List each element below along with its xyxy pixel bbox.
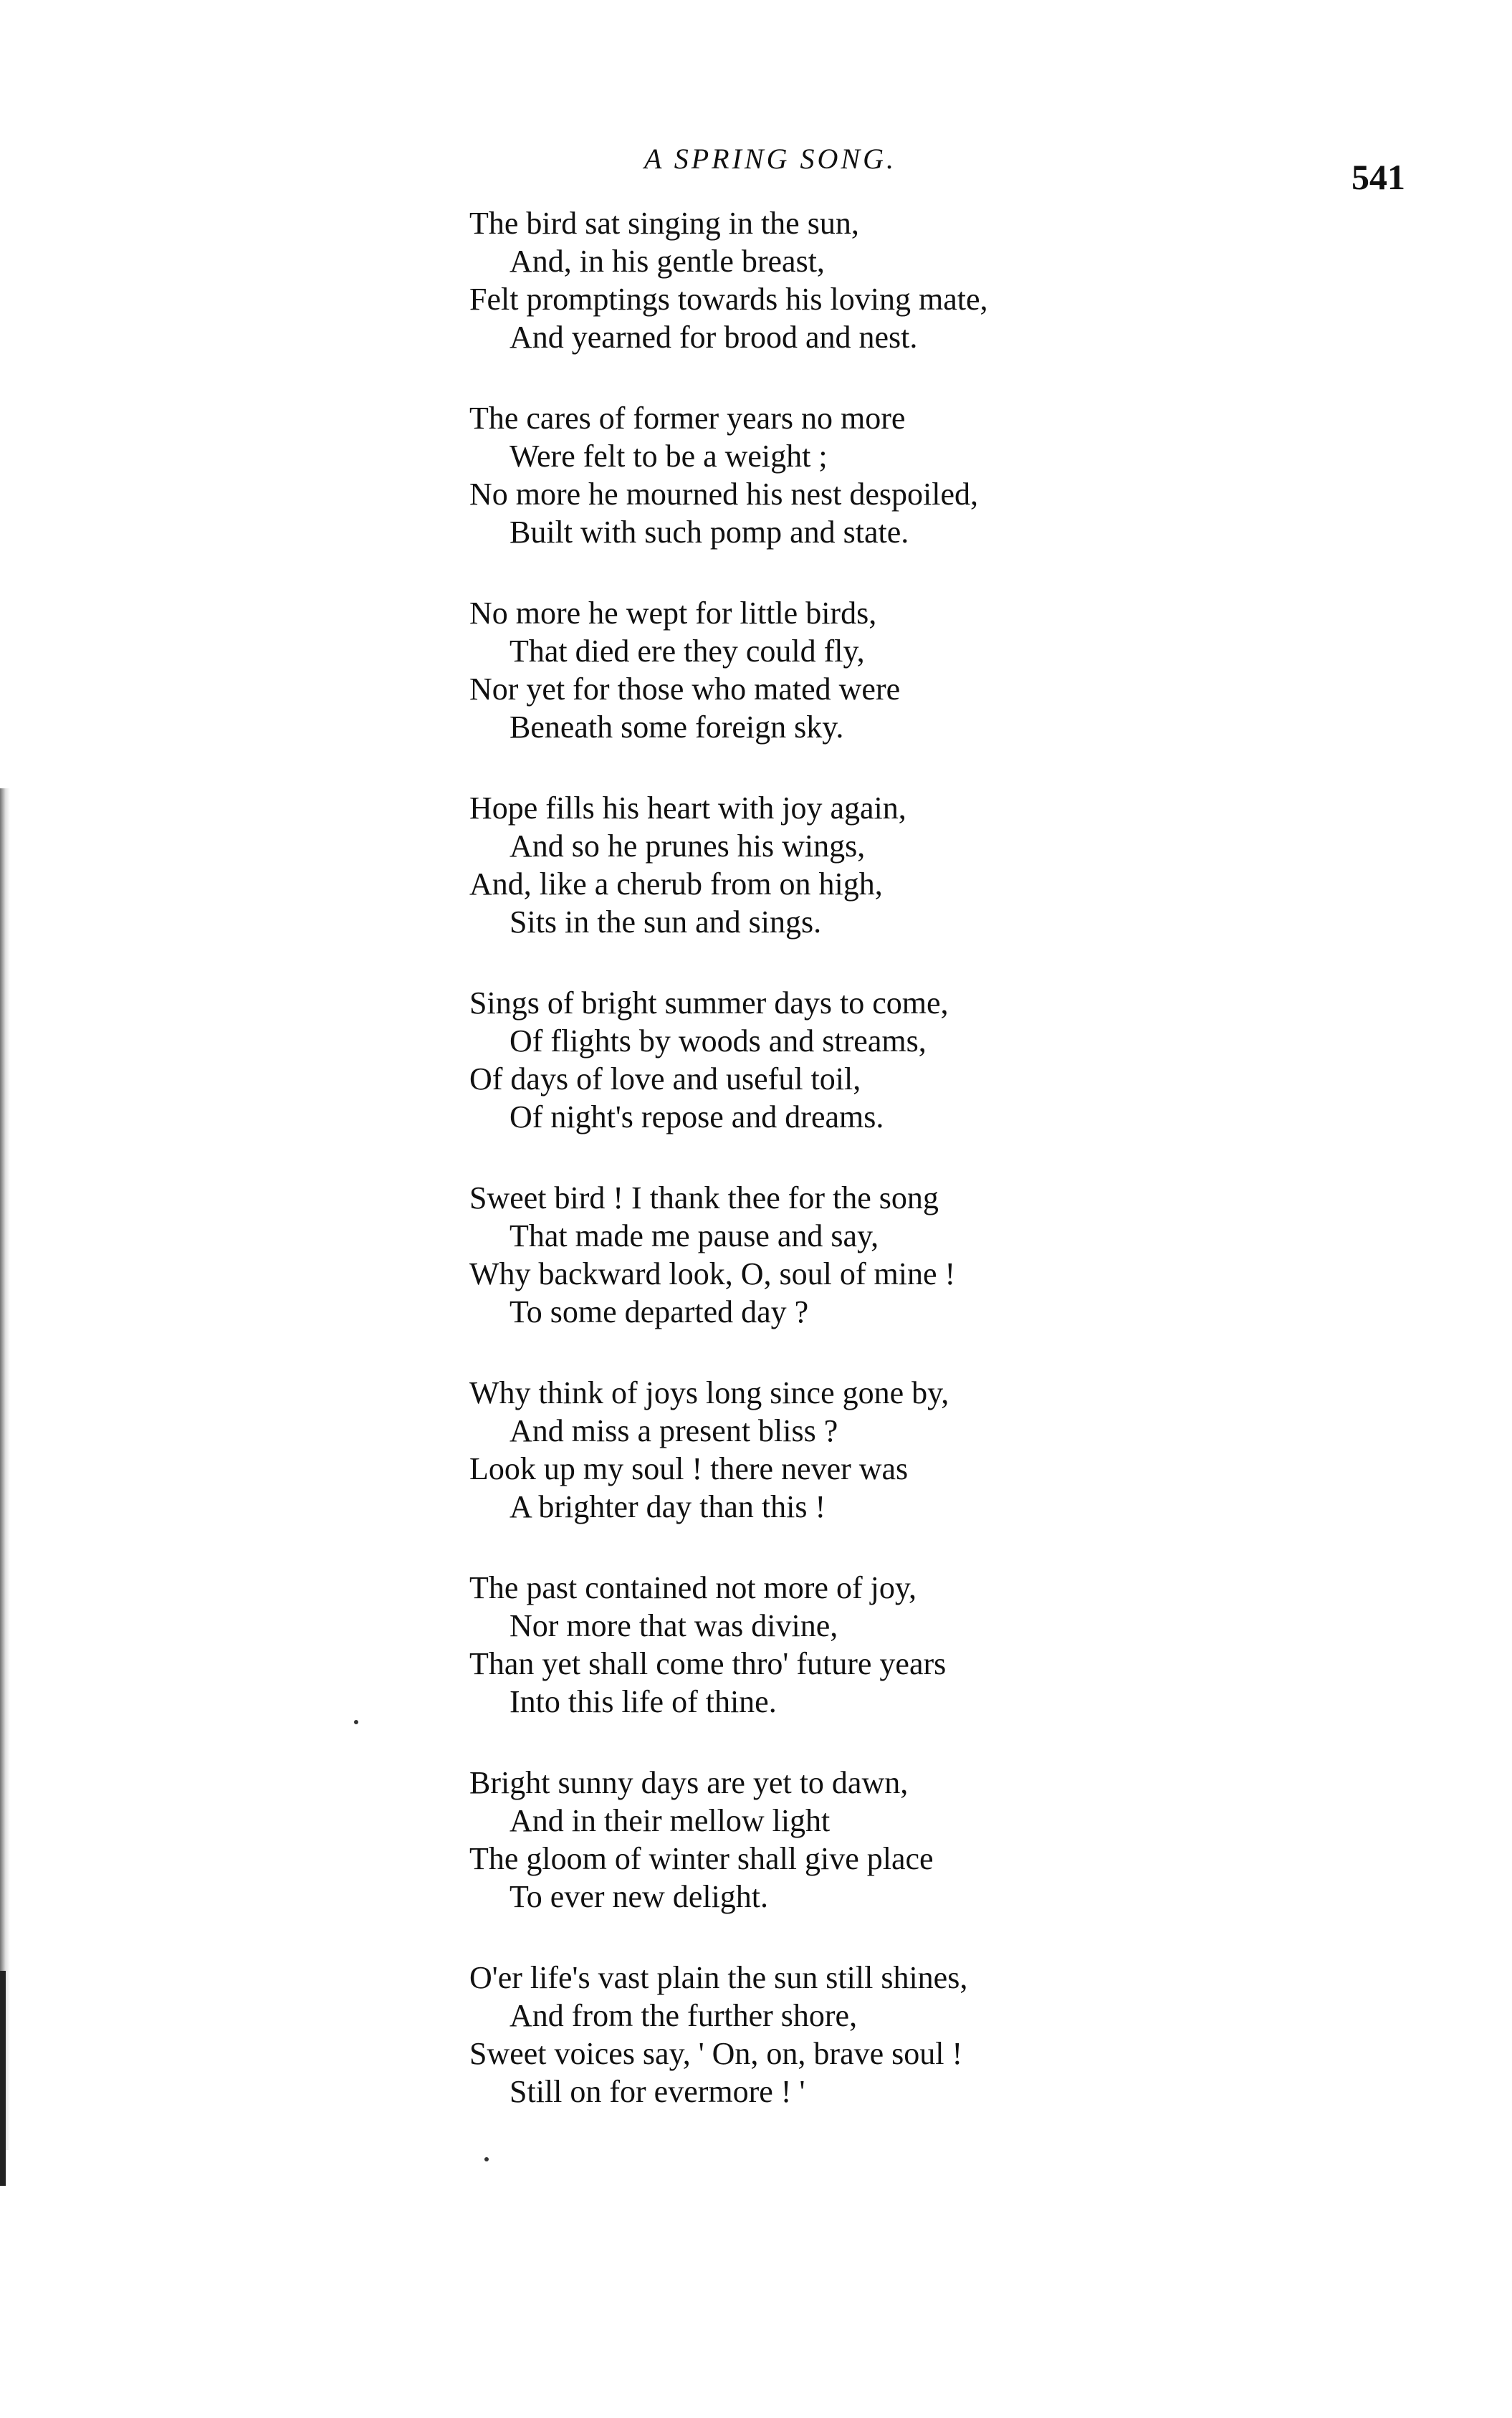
running-head: A SPRING SONG.: [644, 143, 896, 175]
page-number: 541: [1351, 157, 1405, 197]
poem-line: And from the further shore,: [509, 1998, 858, 2033]
poem-line: And so he prunes his wings,: [509, 828, 866, 864]
poem-line: And yearned for brood and nest.: [509, 320, 918, 355]
poem-line: Nor yet for those who mated were: [469, 672, 901, 707]
poem-line: Were felt to be a weight ;: [509, 439, 828, 474]
poem-line: That made me pause and say,: [509, 1218, 879, 1253]
poem-line: Into this life of thine.: [509, 1684, 777, 1719]
poem-line: Sweet voices say, ' On, on, brave soul !: [469, 2036, 963, 2071]
poem-line: Sweet bird ! I thank thee for the song: [469, 1180, 939, 1215]
poem-line: The bird sat singing in the sun,: [469, 206, 859, 241]
stanza: [469, 1569, 1186, 1721]
poem-line: Of days of love and useful toil,: [469, 1061, 861, 1096]
poem-line: O'er life's vast plain the sun still shines,: [469, 1960, 968, 1995]
poem-line: Hope fills his heart with joy again,: [469, 790, 906, 826]
stanza: [469, 1764, 1186, 1916]
stanza: [469, 984, 1186, 1136]
poem-line: Bright sunny days are yet to dawn,: [469, 1765, 909, 1800]
poem-line: Why think of joys long since gone by,: [469, 1375, 949, 1410]
poem-line: Beneath some foreign sky.: [509, 709, 844, 745]
poem-line: The gloom of winter shall give place: [469, 1841, 934, 1876]
poem-line: Look up my soul ! there never was: [469, 1451, 909, 1486]
poem-line: And, in his gentle breast,: [509, 244, 825, 279]
poem-line: A brighter day than this !: [509, 1489, 826, 1524]
poem-line: No more he wept for little birds,: [469, 596, 877, 631]
poem-line: The past contained not more of joy,: [469, 1570, 917, 1605]
stanza: [469, 399, 1186, 551]
poem-line: The cares of former years no more: [469, 401, 906, 436]
poem-line: And in their mellow light: [509, 1803, 831, 1838]
poem-line: To some departed day ?: [509, 1294, 809, 1329]
stanza: [469, 1374, 1186, 1526]
stanza: [469, 204, 1186, 356]
poem-line: That died ere they could fly,: [509, 634, 865, 669]
poem-line: Than yet shall come thro' future years: [469, 1646, 947, 1681]
poem-line: Why backward look, O, soul of mine !: [469, 1256, 956, 1291]
poem-line: To ever new delight.: [509, 1879, 769, 1914]
poem-line: Of flights by woods and streams,: [509, 1023, 927, 1059]
stray-mark: [484, 2157, 489, 2161]
poem-line: Nor more that was divine,: [509, 1608, 838, 1643]
poem-body: [469, 204, 1186, 2154]
poem-line: Still on for evermore ! ': [509, 2074, 805, 2109]
stray-mark: [354, 1720, 358, 1724]
poem-line: And, like a cherub from on high,: [469, 866, 883, 902]
poem-line: Of night's repose and dreams.: [509, 1099, 884, 1134]
poem-line: Sits in the sun and sings.: [509, 904, 822, 940]
stanza: [469, 1179, 1186, 1331]
page-edge-mark: [0, 1971, 6, 2186]
stanza: [469, 1959, 1186, 2111]
poem-line: No more he mourned his nest despoiled,: [469, 477, 978, 512]
stanza: [469, 789, 1186, 941]
poem-line: Built with such pomp and state.: [509, 515, 909, 550]
poem-line: Sings of bright summer days to come,: [469, 985, 949, 1021]
poem-line: And miss a present bliss ?: [509, 1413, 838, 1448]
stanza: [469, 594, 1186, 746]
page-edge-shadow: [0, 788, 10, 2150]
poem-line: Felt promptings towards his loving mate,: [469, 282, 988, 317]
